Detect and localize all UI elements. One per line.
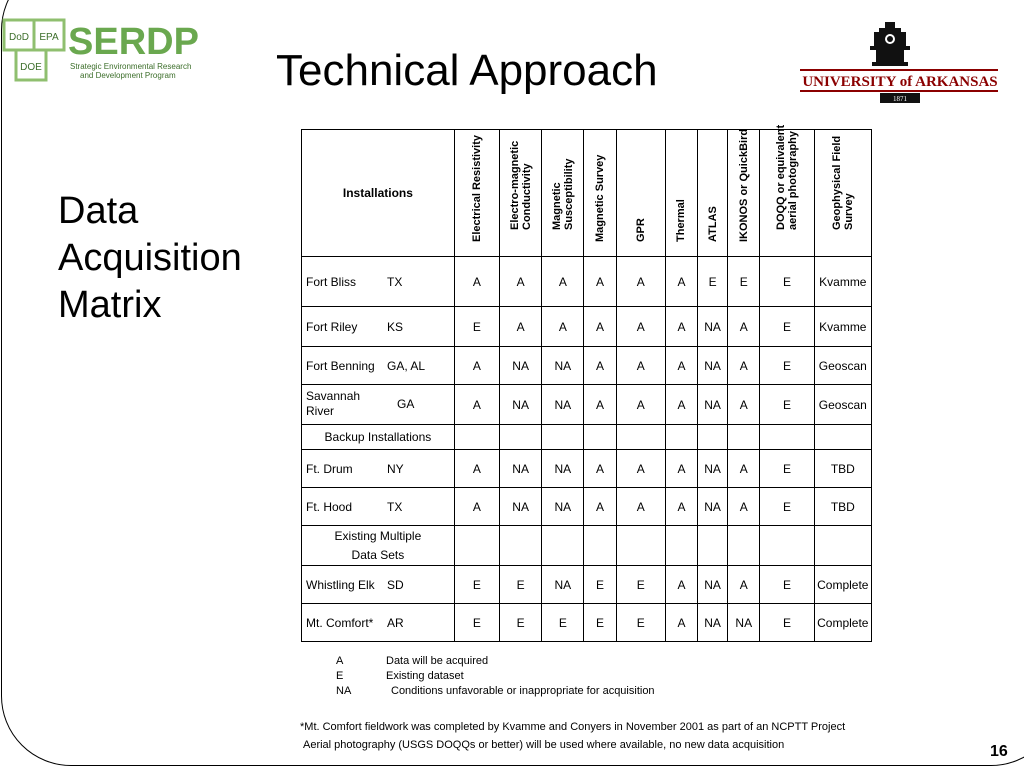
installation-state: AR [387,615,404,630]
table-row [302,450,872,488]
installation-state: SD [387,577,404,592]
matrix-cell [665,425,697,450]
matrix-cell [500,425,542,450]
matrix-cell: A [616,488,665,526]
matrix-cell [665,526,697,566]
legend-text: Existing dataset [386,670,464,682]
matrix-cell: A [542,257,584,307]
matrix-cell: A [728,385,760,425]
matrix-cell [616,425,665,450]
column-header-line: DOQQ or equivalent [774,124,787,230]
installation-name: Savannah River [306,389,361,418]
matrix-cell: A [584,385,616,425]
page-title: Technical Approach [276,46,658,95]
column-header-label [594,155,606,242]
installation-name: Fort Riley [306,319,358,334]
legend-code: NA [336,685,352,697]
legend-item [336,669,655,684]
installation-state: GA [397,397,415,411]
matrix-cell: E [760,488,814,526]
matrix-cell: A [542,307,584,347]
matrix-cell: NA [542,347,584,385]
installation-cell [302,604,455,642]
matrix-cell: E [728,257,760,307]
matrix-cell: Complete [814,604,871,642]
footnote-mt-comfort: *Mt. Comfort fieldwork was completed by Kvamme and Conyers in November 2001 as part of an NCPTT Project [300,721,846,733]
matrix-cell: A [665,307,697,347]
installation-cell [302,347,455,385]
matrix-cell: A [454,257,499,307]
legend-code: A [336,655,344,667]
matrix-cell: NA [500,347,542,385]
matrix-cell: A [454,488,499,526]
column-header [728,130,760,257]
matrix-cell: E [616,604,665,642]
column-header [665,130,697,257]
matrix-cell: A [665,257,697,307]
table-row [302,347,872,385]
university-year: 1871 [893,95,907,103]
column-header-line: aerial photography [786,130,799,230]
matrix-cell: NA [500,450,542,488]
column-header-label [738,129,750,242]
side-title-line-3: Matrix [58,284,162,326]
table-row [302,307,872,347]
matrix-cell: NA [542,450,584,488]
matrix-cell: E [500,604,542,642]
matrix-cell: E [760,450,814,488]
column-header-label [775,125,799,230]
logo-box-dod: DoD [8,32,30,43]
matrix-cell [728,425,760,450]
logo-name: SERDP [68,21,199,63]
footnotes [300,718,845,754]
side-title-line-1: Data [58,190,139,232]
section-heading [302,425,455,450]
section-heading-line: Existing Multiple [334,528,422,543]
matrix-cell: E [616,566,665,604]
matrix-cell: NA [698,488,728,526]
column-header-line: Conductivity [520,163,533,230]
column-header [814,130,871,257]
matrix-cell [760,425,814,450]
matrix-cell: A [616,385,665,425]
matrix-cell: E [500,566,542,604]
logo-subtitle-1: Strategic Environmental Research [70,62,192,71]
matrix-cell: A [665,488,697,526]
section-heading-line: Data Sets [351,547,405,562]
installation-cell [302,450,455,488]
matrix-cell: E [760,566,814,604]
matrix-cell [616,526,665,566]
column-header-line: Survey [842,193,855,230]
matrix-cell: A [500,307,542,347]
column-header-line: Magnetic [550,182,563,230]
installation-name: Fort Bliss [306,274,357,289]
matrix-cell [584,526,616,566]
matrix-cell: E [584,566,616,604]
column-header-line: Electro-magnetic [508,140,521,230]
matrix-cell: A [616,450,665,488]
matrix-cell: NA [542,566,584,604]
table-row [302,566,872,604]
matrix-cell: A [584,347,616,385]
data-acquisition-table [301,124,872,642]
section-heading [302,526,455,566]
column-header [542,130,584,257]
matrix-cell [584,425,616,450]
column-header-line: Thermal [675,199,688,242]
matrix-cell: A [728,307,760,347]
matrix-cell: E [542,604,584,642]
matrix-cell: NA [698,604,728,642]
column-header-line: Geophysical Field [830,135,843,230]
matrix-cell: Kvamme [814,307,871,347]
matrix-cell: A [584,257,616,307]
installation-cell [302,257,455,307]
matrix-cell [814,526,871,566]
column-header-label [551,158,575,230]
matrix-cell: E [698,257,728,307]
installation-cell [302,488,455,526]
matrix-cell [542,526,584,566]
matrix-cell: E [760,307,814,347]
matrix-cell: A [665,347,697,385]
matrix-cell: E [454,307,499,347]
installation-cell [302,385,455,425]
matrix-cell: A [728,488,760,526]
matrix-cell: E [760,257,814,307]
matrix-cell: NA [542,385,584,425]
side-title [58,188,242,329]
matrix-cell: Geoscan [814,347,871,385]
column-header [760,124,814,257]
column-header [500,130,542,257]
matrix-cell: TBD [814,488,871,526]
installation-name: Whistling Elk [306,577,375,592]
matrix-cell: A [728,450,760,488]
table-row [302,488,872,526]
legend-item [336,684,655,699]
table-row [302,604,872,642]
installation-name: Fort Benning [306,358,375,373]
matrix-cell: A [584,307,616,347]
legend-code: E [336,670,344,682]
footnote-aerial-photography: Aerial photography (USGS DOQQs or better) will be used where available, no new data acquisition [303,739,785,751]
logo-box-epa: EPA [39,32,59,43]
column-header-line: GPR [634,218,647,242]
installation-name: Ft. Hood [306,499,353,514]
table-header-row [302,130,872,257]
matrix-cell: NA [698,347,728,385]
matrix-cell: A [728,566,760,604]
matrix-cell [698,526,728,566]
column-header [584,130,616,257]
university-name: UNIVERSITY of ARKANSAS [802,74,998,90]
logo-subtitle-2: and Development Program [80,71,176,80]
matrix-cell: A [665,604,697,642]
column-header-label [707,206,719,242]
matrix-cell: E [584,604,616,642]
matrix-cell: E [760,604,814,642]
matrix-cell [542,425,584,450]
matrix-cell: A [616,347,665,385]
matrix-cell [814,425,871,450]
legend-item [336,654,655,669]
installation-state: TX [387,274,403,289]
column-header-line: Magnetic Survey [594,154,607,242]
matrix-cell: A [454,385,499,425]
logo-box-doe: DOE [20,62,42,73]
matrix-cell: A [584,450,616,488]
matrix-cell: TBD [814,450,871,488]
matrix-cell: A [584,488,616,526]
column-header-label [635,218,647,242]
matrix-cell: NA [500,488,542,526]
matrix-cell [728,526,760,566]
column-header-label [675,199,687,242]
legend [336,654,655,699]
column-header-label [831,136,855,230]
installation-state: GA, AL [387,358,426,373]
old-main-building-icon [870,22,910,66]
matrix-cell: NA [728,604,760,642]
matrix-cell [500,526,542,566]
matrix-cell: A [454,347,499,385]
matrix-cell: A [616,257,665,307]
serdp-logo [0,12,200,88]
matrix-cell: E [454,604,499,642]
installation-cell [302,307,455,347]
matrix-cell: A [454,450,499,488]
installation-name: Ft. Drum [306,461,353,476]
column-header [616,130,665,257]
matrix-cell: A [665,450,697,488]
matrix-cell [454,526,499,566]
university-logo [800,20,1000,106]
table-row [302,385,872,425]
table-row [302,257,872,307]
column-header-label [509,141,533,230]
column-header-line: Susceptibility [562,158,575,230]
matrix-cell: NA [698,566,728,604]
installation-name: Mt. Comfort* [306,615,374,630]
installation-state: TX [387,499,403,514]
section-row [302,526,872,566]
matrix-cell: A [616,307,665,347]
column-header-line: IKONOS or QuickBird [737,128,750,242]
matrix-cell: NA [698,450,728,488]
matrix-cell: NA [542,488,584,526]
section-row [302,425,872,450]
legend-text: Data will be acquired [386,655,489,667]
matrix-cell: E [760,385,814,425]
matrix-cell [760,526,814,566]
matrix-cell: A [500,257,542,307]
column-header-label [471,135,483,242]
column-header-line: ATLAS [706,206,719,242]
matrix-cell: Geoscan [814,385,871,425]
side-title-line-2: Acquisition [58,237,242,279]
matrix-cell: Complete [814,566,871,604]
matrix-cell: A [728,347,760,385]
column-header [698,130,728,257]
installation-cell [302,566,455,604]
matrix-cell: NA [500,385,542,425]
page-number: 16 [990,743,1008,760]
matrix-cell: Kvamme [814,257,871,307]
installation-state: KS [387,319,404,334]
legend-text: Conditions unfavorable or inappropriate for acquisition [391,685,655,697]
column-header [454,130,499,257]
matrix-cell: NA [698,307,728,347]
matrix-cell [698,425,728,450]
matrix-cell: E [760,347,814,385]
matrix-cell: NA [698,385,728,425]
column-header-line: Electrical Resistivity [470,134,483,242]
matrix-cell: E [454,566,499,604]
matrix-cell [454,425,499,450]
installation-state: NY [387,461,404,476]
matrix-cell: A [665,566,697,604]
section-heading-line: Backup Installations [324,429,432,444]
header-installations: Installations [302,130,455,257]
matrix-cell: A [665,385,697,425]
